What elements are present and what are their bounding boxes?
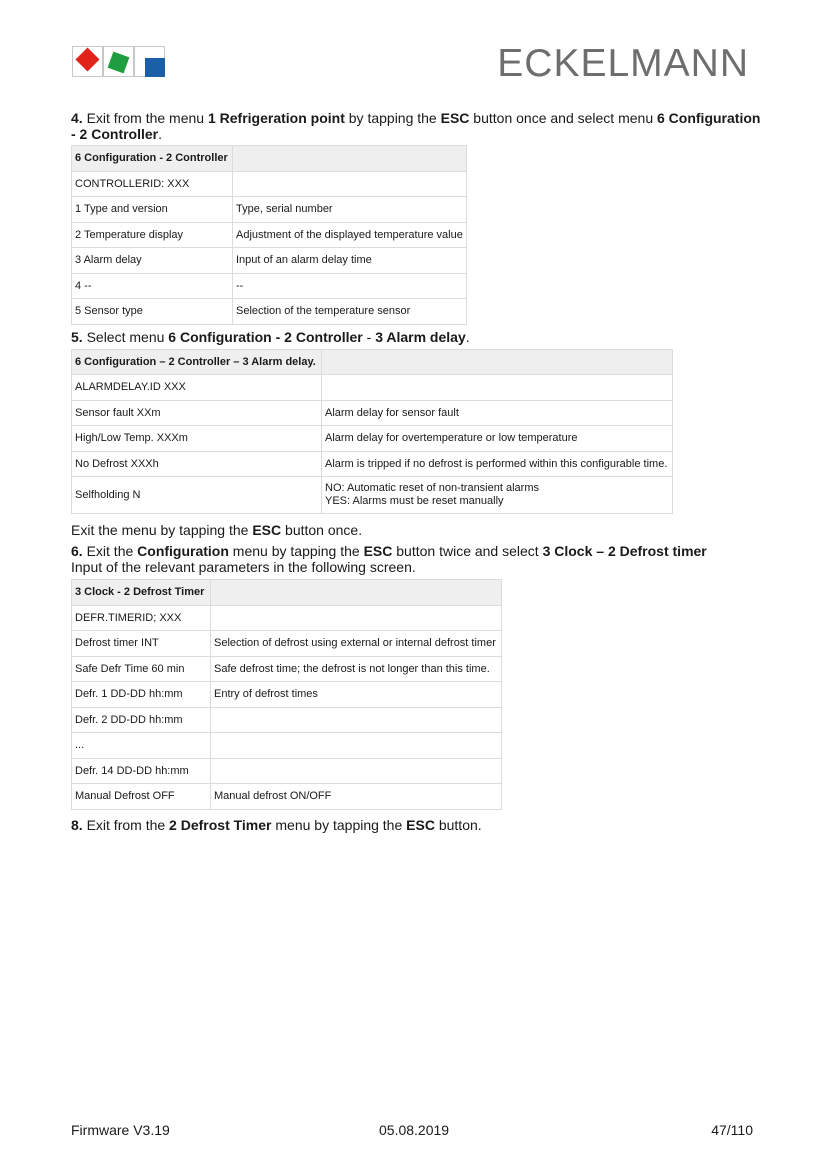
page-number: 47/110 — [711, 1122, 753, 1138]
brand-wordmark: ECKELMANN — [497, 42, 749, 85]
table-header-row — [72, 580, 502, 606]
table-header-row — [72, 146, 467, 172]
table-row: DEFR.TIMERID; XXX — [72, 605, 502, 631]
table-row: Defr. 14 DD-DD hh:mm — [72, 758, 502, 784]
eckelmann-logo — [72, 46, 166, 77]
table-row: High/Low Temp. XXXm Alarm delay for overtemperature or low temperature — [72, 426, 673, 452]
step-8-text: 8. Exit from the 2 Defrost Timer menu by tapping the ESC button. — [71, 816, 482, 833]
table-row: ALARMDELAY.ID XXX — [72, 375, 673, 401]
controller-menu-table — [71, 145, 467, 325]
table-header-cell: 6 Configuration - 2 Controller — [72, 146, 233, 172]
table-row: Sensor fault XXm Alarm delay for sensor fault — [72, 400, 673, 426]
step-5-text: 5. Select menu 6 Configuration - 2 Controller - 3 Alarm delay. — [71, 328, 470, 345]
table-row: Defrost timer INT Selection of defrost using external or internal defrost timer — [72, 631, 502, 657]
table-row: Defr. 2 DD-DD hh:mm — [72, 707, 502, 733]
table-row: No Defrost XXXh Alarm is tripped if no defrost is performed within this configurable time. — [72, 451, 673, 477]
table-header-cell: 6 Configuration – 2 Controller – 3 Alarm delay. — [72, 349, 322, 375]
step-4-text: 4. Exit from the menu 1 Refrigeration point by tapping the ESC button once and select menu 6 Configuration - 2 Controller. — [71, 110, 761, 142]
step-6-text: 6. Exit the Configuration menu by tapping the ESC button twice and select 3 Clock – 2 Defrost timer Input of the relevant parameters in the following screen. — [71, 543, 707, 575]
table-header-cell — [322, 349, 673, 375]
logo-blue-square — [145, 58, 165, 77]
table-row: 3 Alarm delay Input of an alarm delay time — [72, 248, 467, 274]
table-header-cell: 3 Clock - 2 Defrost Timer — [72, 580, 211, 606]
table-row: Manual Defrost OFF Manual defrost ON/OFF — [72, 784, 502, 810]
table-row: 4 -- -- — [72, 273, 467, 299]
defrost-timer-table — [71, 579, 502, 810]
table-row: 5 Sensor type Selection of the temperature sensor — [72, 299, 467, 325]
table-row: ... — [72, 733, 502, 759]
document-date: 05.08.2019 — [379, 1122, 450, 1138]
page-content — [71, 110, 761, 833]
table-header-cell — [211, 580, 502, 606]
table-header-cell — [233, 146, 467, 172]
table-row: Selfholding N NO: Automatic reset of non-transient alarms YES: Alarms must be reset manually — [72, 477, 673, 514]
table-header-row — [72, 349, 673, 375]
table-row: 2 Temperature display Adjustment of the displayed temperature value — [72, 222, 467, 248]
table-row: Safe Defr Time 60 min Safe defrost time; the defrost is not longer than this time. — [72, 656, 502, 682]
table-row: 1 Type and version Type, serial number — [72, 197, 467, 223]
table-row: CONTROLLERID: XXX — [72, 171, 467, 197]
table-row: Defr. 1 DD-DD hh:mm Entry of defrost times — [72, 682, 502, 708]
alarm-delay-table — [71, 349, 673, 515]
firmware-version: Firmware V3.19 — [71, 1122, 170, 1138]
exit-note: Exit the menu by tapping the ESC button once. — [71, 522, 363, 538]
